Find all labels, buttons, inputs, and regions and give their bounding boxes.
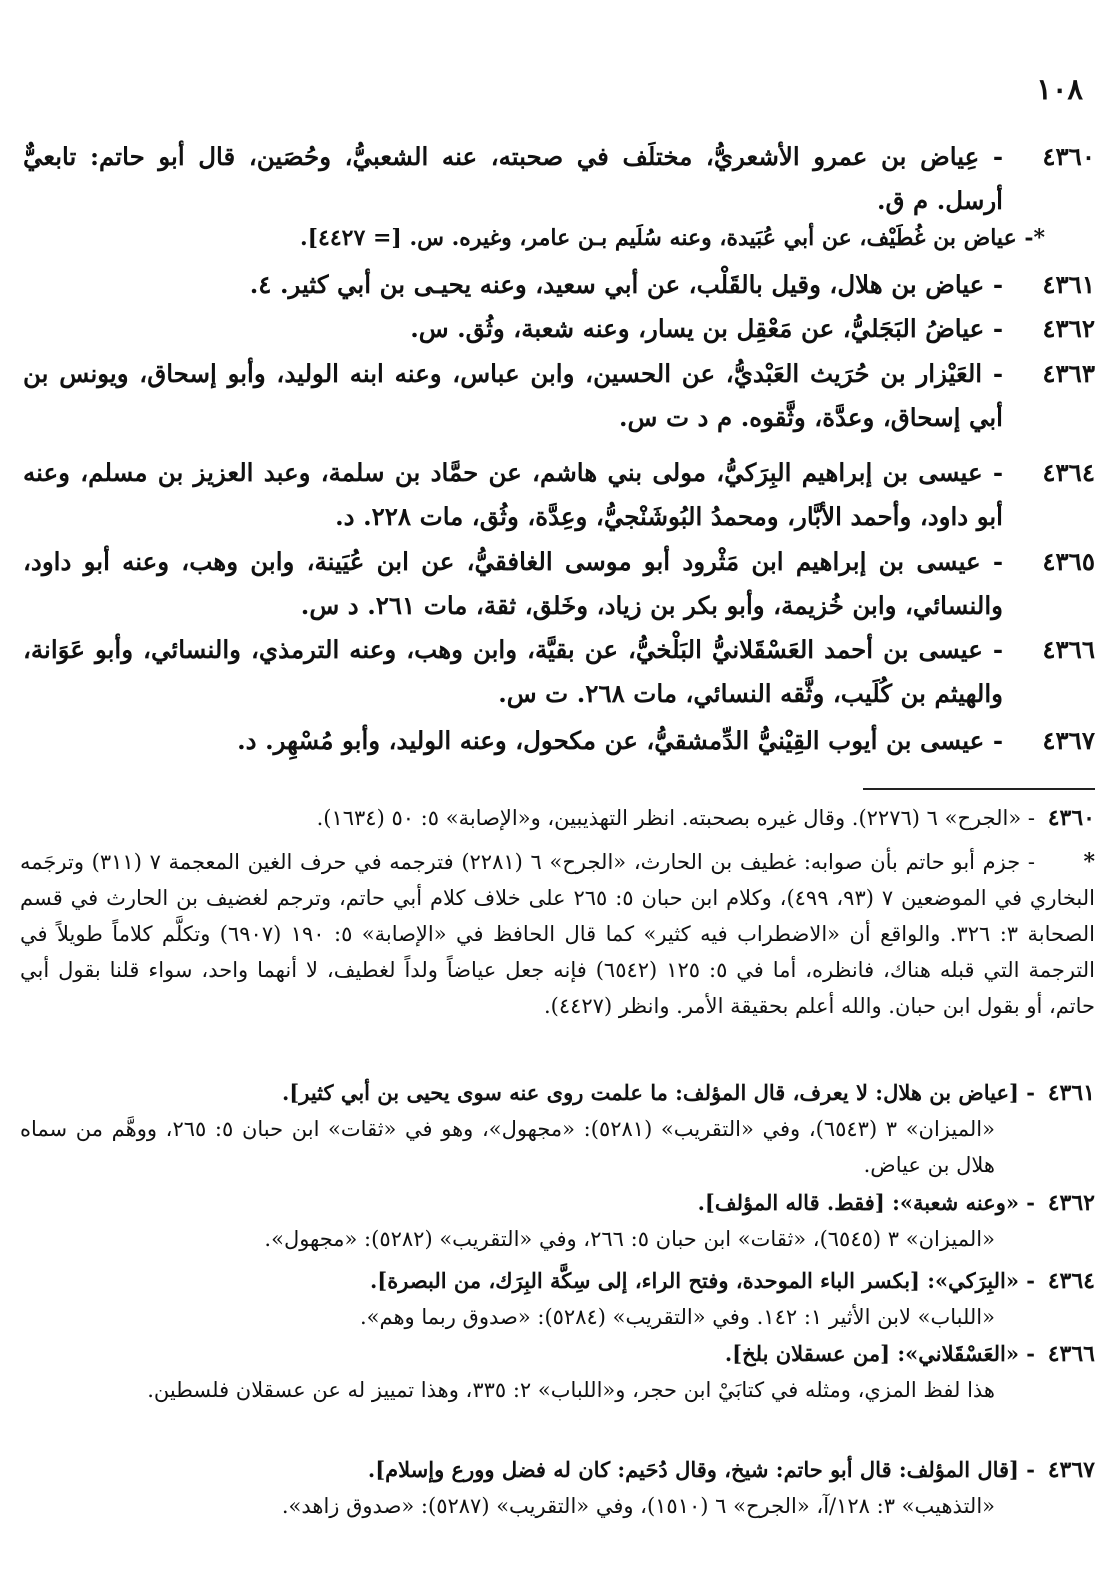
footnote-number: * <box>1083 849 1095 875</box>
footnote-number: ٤٣٦٤ <box>1047 1268 1095 1294</box>
footnote-heading: - [قال المؤلف: قال أبو حاتم: شيخ، وقال دُحَيم: كان له فضل وورع وإسلام]. <box>367 1457 1035 1482</box>
entry-4362 <box>23 307 1095 351</box>
footnote-number: ٤٣٦١ <box>1047 1080 1095 1106</box>
footnote-detail: هذا لفظ المزي، ومثله في كتابَيْ ابن حجر، و«اللباب» ٢: ٣٣٥، وهذا تمييز له عن عسقلان فلسطين. <box>147 1378 995 1402</box>
footnote-4364 <box>20 1263 1095 1335</box>
entry-number: ٤٣٦٣ <box>1042 359 1095 388</box>
entry-4364 <box>23 451 1095 539</box>
footnote-star <box>20 844 1095 1024</box>
entry-text: - عياض بن هلال، وقيل بالقَلْب، عن أبي سعيد، وعنه يحيـى بن أبي كثير. ٤. <box>249 270 1003 299</box>
page-number: ١٠٨ <box>1036 72 1083 106</box>
footnote-heading: - «البِرَكي»: [بكسر الباء الموحدة، وفتح الراء، إلى سِكَّة البِرَك، من البصرة]. <box>369 1268 1035 1293</box>
footnote-4366 <box>20 1336 1095 1408</box>
entry-number: ٤٣٦١ <box>1042 270 1095 299</box>
footnote-number: ٤٣٦٢ <box>1047 1190 1095 1216</box>
entry-number: ٤٣٦٤ <box>1042 458 1095 487</box>
footnote-4367 <box>20 1452 1095 1524</box>
entry-number: ٤٣٦٥ <box>1042 547 1095 576</box>
footnote-4362 <box>20 1185 1095 1257</box>
footnote-number: ٤٣٦٦ <box>1047 1341 1095 1367</box>
footnote-4360 <box>20 800 1095 836</box>
entry-4360 <box>23 135 1095 223</box>
entry-4361 <box>23 263 1095 307</box>
entry-4367 <box>23 719 1095 763</box>
footnote-text: - «الجرح» ٦ (٢٢٧٦). وقال غيره بصحبته. انظر التهذيبين، و«الإصابة» ٥: ٥٠ (١٦٣٤). <box>316 806 1035 830</box>
entry-text: - عيسى بن أحمد العَسْقَلانيُّ البَلْخيُّ، عن بقيَّة، وابن وهب، وعنه الترمذي، والنسائي، وأبو عَوَانة، والهيثم بن كُلَيب، وثَّقه النسائي، مات ٢٦٨. ت س. <box>23 635 1003 708</box>
footnote-heading: - [عياض بن هلال: لا يعرف، قال المؤلف: ما علمت روى عنه سوى يحيى بن أبي كثير]. <box>282 1080 1035 1105</box>
entry-text: - عيسى بن إبراهيم ابن مَثْرود أبو موسى الغافقيُّ، عن ابن عُيَينة، وابن وهب، وعنه أبو داود، والنسائي، وابن خُزيمة، وأبو بكر بن زياد، وخَلق، ثقة، مات ٢٦١. د س. <box>23 547 1003 620</box>
entry-text: - عيسى بن إبراهيم البِرَكيُّ، مولى بني هاشم، عن حمَّاد بن سلمة، وعبد العزيز بن مسلم، وعنه أبو داود، وأحمد الأبَّار، ومحمدُ البُوشَنْجيُّ، وعِدَّة، وثُق، مات ٢٢٨. د. <box>23 458 1003 531</box>
footnote-separator <box>863 788 1095 790</box>
footnote-detail: «الميزان» ٣ (٦٥٤٥)، «ثقات» ابن حبان ٥: ٢٦٦، وفي «التقريب» (٥٢٨٢): «مجهول». <box>264 1227 995 1251</box>
footnote-text: - جزم أبو حاتم بأن صوابه: غطيف بن الحارث، «الجرح» ٦ (٢٢٨١) فترجمه في حرف الغين المعجمة ٧ (٣١١) وترجَمه البخاري في الموضعين ٧ (٩٣، ٤٩٩)، وكلام ابن حبان ٥: ٢٦٥ على خلاف كلام أبي حاتم، وترجم لغضيف بن الحارث في قسم الصحابة ٣: ٣٢٦. والواقع أن «الاضطراب فيه كثير» كما قال الحافظ في «الإصابة» ٥: ١٩٠ (٦٩٠٧) وتكلَّم كلاماً طويلاً في الترجمة التي قبله هناك، فانظره، أما في ٥: ١٢٥ (٦٥٤٢) فإنه جعل عياضاً ولداً لغطيف، لا أنهما واحد، سواء قلنا بقول أبي حاتم، أو بقول ابن حبان. والله أعلم بحقيقة الأمر. وانظر (٤٤٢٧). <box>20 850 1095 1018</box>
entry-number: ٤٣٦٧ <box>1042 726 1095 755</box>
entry-text: - عِياض بن عمرو الأشعريُّ، مختلَف في صحبته، عنه الشعبيُّ، وحُصَين، قال أبو حاتم: تابعيٌّ أرسل. م ق. <box>23 142 1003 215</box>
book-page <box>20 0 1095 1576</box>
footnote-number: ٤٣٦٧ <box>1047 1457 1095 1483</box>
entry-number: ٤٣٦٠ <box>1042 142 1095 171</box>
entry-text: - العَيْزار بن حُرَيث العَبْديُّ، عن الحسين، وابن عباس، وعنه ابنه الوليد، وأبو إسحاق، ويونس بن أبي إسحاق، وعدَّة، وثَّقوه. م د ت س. <box>23 359 1003 432</box>
footnote-detail: «التذهيب» ٣: ١٢٨/آ، «الجرح» ٦ (١٥١٠)، وفي «التقريب» (٥٢٨٧): «صدوق زاهد». <box>281 1494 995 1518</box>
entry-number: ٤٣٦٦ <box>1042 635 1095 664</box>
entry-4365 <box>23 540 1095 628</box>
footnote-detail: «الميزان» ٣ (٦٥٤٣)، وفي «التقريب» (٥٢٨١): «مجهول»، وهو في «ثقات» ابن حبان ٥: ٢٦٥، ووهَّم من سماه هلال بن عياض. <box>20 1117 995 1177</box>
entry-4366 <box>23 628 1095 716</box>
starred-entry: *- عياض بن غُطَيْف، عن أبي عُبَيدة، وعنه سُلَيم بـن عامر، وغيره. س. [= ٤٤٢٧]. <box>299 225 1045 251</box>
footnote-heading: - «العَسْقَلاني»: [من عسقلان بلخ]. <box>724 1341 1035 1366</box>
entry-number: ٤٣٦٢ <box>1042 314 1095 343</box>
footnote-number: ٤٣٦٠ <box>1047 805 1095 831</box>
footnote-4361 <box>20 1075 1095 1183</box>
entry-4363 <box>23 352 1095 440</box>
entry-text: - عياضُ البَجَليُّ، عن مَعْقِل بن يسار، وعنه شعبة، وثُق. س. <box>410 314 1003 343</box>
footnote-detail: «اللباب» لابن الأثير ١: ١٤٢. وفي «التقريب» (٥٢٨٤): «صدوق ربما وهم». <box>359 1305 995 1329</box>
footnote-heading: - «وعنه شعبة»: [فقط. قاله المؤلف]. <box>697 1190 1035 1215</box>
entry-text: - عيسى بن أيوب القِيْنيُّ الدِّمشقيُّ، عن مكحول، وعنه الوليد، وأبو مُسْهِر. د. <box>237 726 1003 755</box>
